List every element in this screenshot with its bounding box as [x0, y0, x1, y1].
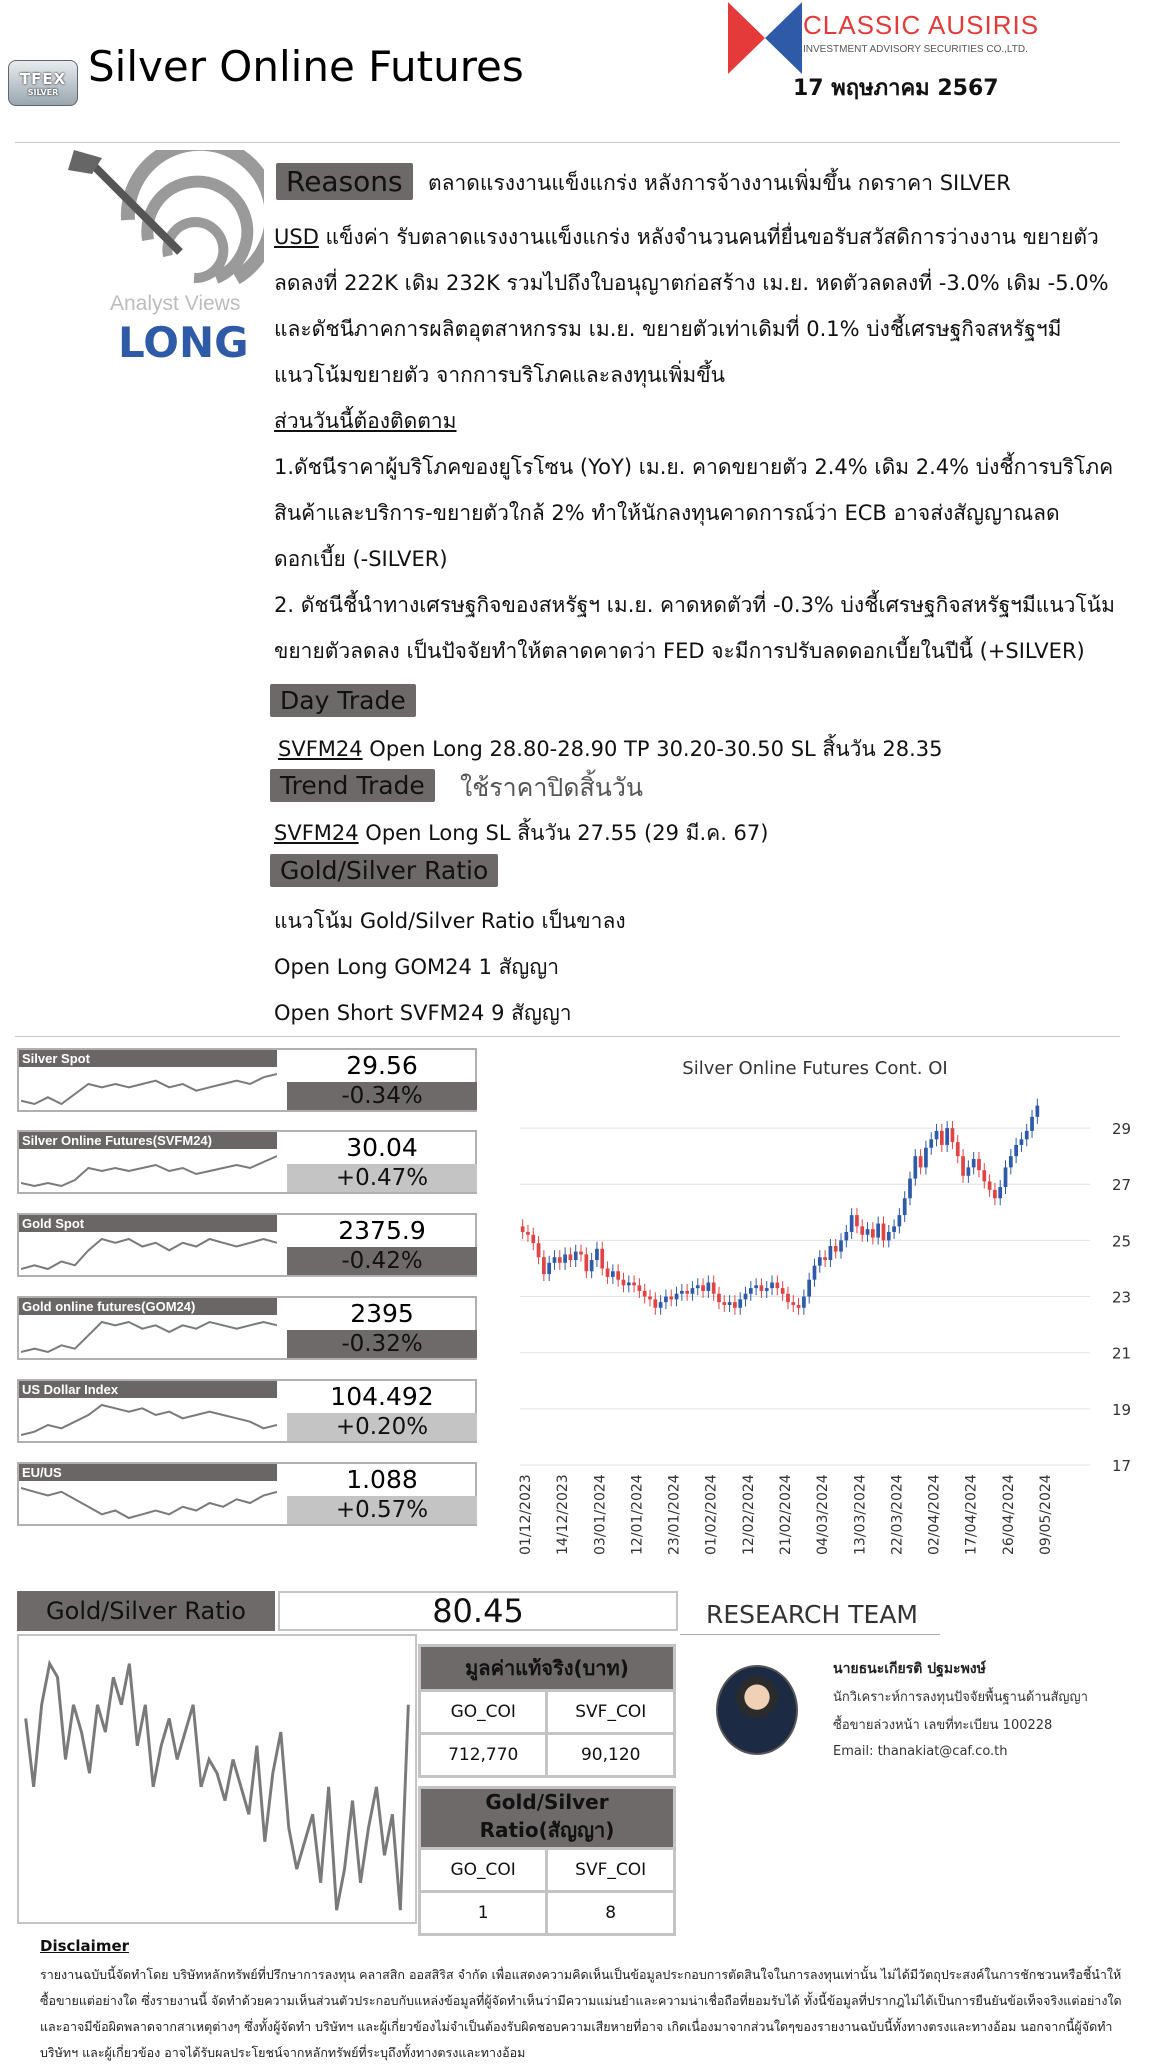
market-card-change: -0.32%	[287, 1330, 477, 1358]
reasons-line1-text: แข็งค่า รับตลาดแรงงานแข็งแกร่ง หลังจำนวนคนที่ยื่นขอรับสวัสดิการว่างงาน ขยายตัว	[318, 225, 1099, 249]
candle-body	[967, 1167, 971, 1175]
value-table-title: มูลค่าแท้จริง(บาท)	[420, 1646, 675, 1691]
candle-body	[834, 1246, 838, 1252]
market-card-name: EU/US	[19, 1464, 277, 1481]
reasons-tag: Reasons	[276, 163, 413, 200]
chart-ytick-label: 17	[1112, 1457, 1132, 1475]
market-card	[17, 1213, 477, 1277]
chart-xtick-label: 12/01/2024	[629, 1474, 646, 1555]
company-subtitle: INVESTMENT ADVISORY SECURITIES CO.,LTD.	[803, 44, 1028, 55]
candle-body	[622, 1280, 626, 1286]
market-card-sparkline	[21, 1399, 277, 1439]
candle-body	[977, 1159, 981, 1170]
candle-body	[993, 1190, 997, 1198]
market-card-change: +0.20%	[287, 1413, 477, 1441]
candle-body	[839, 1240, 843, 1251]
ratio-table-title: Gold/Silver Ratio(สัญญา)	[420, 1788, 675, 1849]
ratio-table-h2: SVF_COI	[547, 1849, 675, 1892]
candle-body	[707, 1283, 711, 1291]
candle-body	[887, 1232, 891, 1240]
chart-xtick-label: 26/04/2024	[1000, 1474, 1017, 1555]
report-date: 17 พฤษภาคม 2567	[793, 76, 999, 101]
chart-xtick-label: 02/04/2024	[926, 1474, 943, 1555]
candle-body	[1035, 1106, 1039, 1117]
day-trade-contract: SVFM24	[278, 737, 363, 761]
candle-body	[802, 1297, 806, 1308]
candle-body	[945, 1128, 949, 1145]
ratio-label: Gold/Silver Ratio	[17, 1591, 275, 1631]
chart-xtick-label: 14/12/2023	[555, 1474, 572, 1555]
candle-body	[898, 1215, 902, 1226]
tfex-logo	[8, 60, 78, 106]
classic-ausiris-logo-icon	[728, 2, 802, 74]
candle-body	[728, 1302, 732, 1305]
candle-body	[813, 1266, 817, 1280]
watch-title: ส่วนวันนี้ต้องติดตาม	[274, 409, 457, 433]
chart-xtick-label: 09/05/2024	[1038, 1474, 1054, 1555]
chart-xtick-label: 04/03/2024	[815, 1474, 832, 1555]
sparkline-path	[21, 1322, 277, 1352]
candle-body	[733, 1302, 737, 1308]
market-card-value: 29.56	[346, 1051, 418, 1080]
candle-body	[717, 1294, 721, 1302]
candle-body	[722, 1302, 726, 1305]
candle-body	[632, 1283, 636, 1286]
candle-body	[1020, 1139, 1024, 1145]
reasons-line3: และดัชนีภาคการผลิตอุตสาหกรรม เม.ย. ขยายตัวเท่าเดิมที่ 0.1% บ่งชี้เศรษฐกิจสหรัฐฯมี	[274, 317, 1062, 341]
candle-body	[850, 1215, 854, 1232]
chart-xtick-label: 17/04/2024	[963, 1474, 980, 1555]
candle-body	[659, 1302, 663, 1308]
ratio-table-v2: 8	[547, 1892, 675, 1935]
market-card-change: -0.42%	[287, 1247, 477, 1275]
ratio-table-h1: GO_COI	[420, 1849, 547, 1892]
candle-body	[935, 1131, 939, 1139]
candle-body	[738, 1299, 742, 1307]
candle-body	[521, 1226, 525, 1232]
market-card-value: 104.492	[330, 1382, 434, 1411]
reasons-line4: แนวโน้มขยายตัว จากการบริโภคและลงทุนเพิ่มขึ้น	[274, 363, 725, 387]
candle-body	[675, 1294, 679, 1300]
candle-body	[855, 1215, 859, 1226]
divider	[15, 142, 1120, 143]
candle-body	[537, 1243, 541, 1257]
analyst-email: Email: thanakiat@caf.co.th	[833, 1744, 1008, 1759]
chart-xtick-label: 21/02/2024	[778, 1474, 794, 1555]
candle-body	[590, 1260, 594, 1271]
candle-body	[775, 1283, 779, 1289]
day-trade-text: Open Long 28.80-28.90 TP 30.20-30.50 SL สิ้นวัน 28.35	[362, 737, 943, 761]
candle-body	[871, 1229, 875, 1237]
chart-xtick-label: 12/02/2024	[740, 1474, 757, 1555]
analyst-view-value: LONG	[118, 318, 249, 367]
market-card-sparkline	[21, 1150, 277, 1190]
sparkline-path	[21, 1156, 277, 1186]
target-dart-icon	[68, 150, 264, 300]
market-card-value: 1.088	[346, 1465, 418, 1494]
candle-body	[648, 1297, 652, 1300]
candle-body	[908, 1179, 912, 1199]
market-card	[17, 1462, 477, 1526]
chart-ytick-label: 21	[1112, 1344, 1132, 1363]
analyst-views-label: Analyst Views	[110, 292, 241, 315]
reasons-headline: ตลาดแรงงานแข็งแกร่ง หลังการจ้างงานเพิ่มขึ้น กดราคา SILVER	[428, 171, 1011, 195]
chart-ytick-label: 27	[1112, 1176, 1132, 1195]
candle-body	[526, 1232, 530, 1235]
market-card-change: -0.34%	[287, 1082, 477, 1110]
divider	[680, 1634, 940, 1635]
market-card-name: Silver Spot	[19, 1050, 277, 1067]
candle-body	[860, 1226, 864, 1234]
candle-body	[547, 1263, 551, 1274]
silver-futures-chart	[490, 1045, 1140, 1575]
market-card-sparkline	[21, 1316, 277, 1356]
value-table-v2: 90,120	[547, 1734, 675, 1777]
candle-body	[972, 1159, 976, 1167]
market-card-name: US Dollar Index	[19, 1381, 277, 1398]
candle-body	[579, 1252, 583, 1255]
analyst-role: นักวิเคราะห์การลงทุนปัจจัยพื้นฐานด้านสัญญา	[833, 1690, 1088, 1705]
day-trade-tag: Day Trade	[270, 684, 416, 717]
candle-body	[595, 1249, 599, 1260]
market-card-name: Gold Spot	[19, 1215, 277, 1232]
ratio-chart	[17, 1634, 417, 1924]
candle-body	[924, 1148, 928, 1168]
candle-body	[940, 1131, 944, 1145]
tfex-logo-sub: SILVER	[27, 87, 59, 97]
candle-body	[1030, 1117, 1034, 1131]
reasons-line2: ลดลงที่ 222K เดิม 232K รวมไปถึงใบอนุญาตก่อสร้าง เม.ย. หดตัวลดลงที่ -3.0% เดิม -5.0%	[274, 271, 1109, 295]
company-name: CLASSIC AUSIRIS	[803, 10, 1040, 40]
day-trade-line	[278, 726, 943, 772]
market-card-sparkline	[21, 1233, 277, 1273]
market-card-sparkline	[21, 1068, 277, 1108]
market-card	[17, 1379, 477, 1443]
candle-body	[542, 1257, 546, 1274]
watch-item1-line3: ดอกเบี้ย (-SILVER)	[274, 547, 448, 571]
candle-body	[696, 1285, 700, 1288]
watch-item1-line1: 1.ดัชนีราคาผู้บริโภคของยูโรโซน (YoY) เม.ย. คาดขยายตัว 2.4% เดิม 2.4% บ่งชี้การบริโภค	[274, 455, 1114, 479]
candle-body	[1025, 1131, 1029, 1139]
value-table-h1: GO_COI	[420, 1691, 547, 1734]
candle-body	[770, 1283, 774, 1289]
trend-trade-tag: Trend Trade	[270, 769, 435, 802]
reasons-line1	[274, 214, 1099, 260]
candle-body	[786, 1294, 790, 1302]
sparkline-path	[21, 1074, 277, 1104]
candle-body	[558, 1257, 562, 1263]
candle-body	[882, 1224, 886, 1241]
market-card-name: Gold online futures(GOM24)	[19, 1298, 277, 1315]
chart-ytick-label: 25	[1112, 1232, 1132, 1251]
candle-body	[929, 1139, 933, 1147]
research-team-title: RESEARCH TEAM	[706, 1600, 918, 1629]
ratio-value: 80.45	[278, 1591, 678, 1631]
candle-body	[669, 1297, 673, 1300]
candle-body	[961, 1156, 965, 1176]
market-card-sparkline	[21, 1482, 277, 1522]
candle-body	[956, 1142, 960, 1156]
candle-body	[797, 1305, 801, 1308]
candle-body	[616, 1271, 620, 1279]
page-title: Silver Online Futures	[88, 42, 524, 91]
candle-body	[1014, 1145, 1018, 1156]
market-card-value: 30.04	[346, 1133, 418, 1162]
candle-body	[638, 1285, 642, 1291]
market-card	[17, 1048, 477, 1112]
candle-body	[643, 1291, 647, 1297]
candle-body	[553, 1257, 557, 1263]
tfex-logo-text: TFEX	[19, 69, 67, 88]
candle-body	[892, 1226, 896, 1232]
candle-body	[982, 1170, 986, 1181]
candle-body	[574, 1252, 578, 1260]
gs-ratio-tag: Gold/Silver Ratio	[270, 854, 498, 887]
value-table-v1: 712,770	[420, 1734, 547, 1777]
market-card-change: +0.47%	[287, 1164, 477, 1192]
market-card-name: Silver Online Futures(SVFM24)	[19, 1132, 277, 1149]
chart-ytick-label: 23	[1112, 1288, 1132, 1307]
market-card-value: 2395	[350, 1299, 414, 1328]
trend-trade-note: ใช้ราคาปิดสิ้นวัน	[460, 773, 643, 802]
market-card	[17, 1296, 477, 1360]
chart-xtick-label: 13/03/2024	[852, 1474, 869, 1555]
gs-ratio-line1: แนวโน้ม Gold/Silver Ratio เป็นขาลง	[274, 909, 626, 933]
trend-trade-line	[274, 810, 768, 856]
candle-body	[988, 1181, 992, 1189]
candle-body	[876, 1224, 880, 1238]
chart-title: Silver Online Futures Cont. OI	[682, 1058, 948, 1079]
candle-body	[1004, 1167, 1008, 1187]
market-card	[17, 1130, 477, 1194]
ratio-line	[26, 1664, 409, 1911]
candle-body	[606, 1268, 610, 1276]
chart-xtick-label: 01/02/2024	[703, 1474, 720, 1555]
value-table	[418, 1644, 676, 1778]
candle-body	[844, 1232, 848, 1240]
market-card-change: +0.57%	[287, 1496, 477, 1524]
candle-body	[569, 1254, 573, 1260]
candle-body	[563, 1254, 567, 1262]
chart-ytick-label: 29	[1112, 1120, 1132, 1139]
candle-body	[913, 1156, 917, 1178]
candle-body	[685, 1291, 689, 1294]
gs-ratio-line3: Open Short SVFM24 9 สัญญา	[274, 1001, 572, 1025]
candle-body	[818, 1257, 822, 1265]
candle-body	[691, 1288, 695, 1294]
market-card-value: 2375.9	[338, 1216, 426, 1245]
candle-body	[600, 1249, 604, 1269]
value-table-h2: SVF_COI	[547, 1691, 675, 1734]
candle-body	[653, 1299, 657, 1307]
disclaimer-title: Disclaimer	[40, 1937, 130, 1955]
candle-body	[744, 1294, 748, 1300]
watch-item2-line2: ขยายตัวลดลง เป็นปัจจัยทำให้ตลาดคาดว่า FED จะมีการปรับลดดอกเบี้ยในปีนี้ (+SILVER)	[274, 639, 1085, 663]
ratio-contract-table	[418, 1786, 676, 1936]
chart-xtick-label: 01/12/2023	[518, 1474, 534, 1555]
chart-ytick-label: 19	[1112, 1400, 1132, 1419]
candle-body	[866, 1229, 870, 1235]
candle-body	[680, 1291, 684, 1294]
candle-body	[712, 1283, 716, 1294]
candle-body	[781, 1288, 785, 1294]
analyst-license: ซื้อขายล่วงหน้า เลขที่ทะเบียน 100228	[833, 1718, 1053, 1733]
sparkline-path	[21, 1488, 277, 1518]
candle-body	[749, 1288, 753, 1294]
candle-body	[664, 1297, 668, 1303]
candle-body	[611, 1271, 615, 1277]
candle-body	[998, 1187, 1002, 1198]
analyst-name: นายธนะเกียรติ ปฐมะพงษ์	[833, 1661, 986, 1677]
candle-body	[627, 1283, 631, 1286]
watch-item1-line2: สินค้าและบริการ-ขยายตัวใกล้ 2% ทำให้นักลงทุนคาดการณ์ว่า ECB อาจส่งสัญญาณลด	[274, 501, 1060, 525]
gs-ratio-line2: Open Long GOM24 1 สัญญา	[274, 955, 560, 979]
candle-body	[765, 1288, 769, 1291]
chart-xtick-label: 03/01/2024	[592, 1474, 609, 1555]
candle-body	[754, 1285, 758, 1288]
divider	[15, 1036, 1120, 1037]
candle-body	[807, 1280, 811, 1297]
ratio-table-v1: 1	[420, 1892, 547, 1935]
candle-body	[829, 1246, 833, 1260]
candle-body	[584, 1254, 588, 1271]
trend-trade-text: Open Long SL สิ้นวัน 27.55 (29 มี.ค. 67)	[358, 821, 769, 845]
candle-body	[760, 1285, 764, 1291]
chart-xtick-label: 22/03/2024	[889, 1474, 906, 1555]
sparkline-path	[21, 1405, 277, 1435]
candle-body	[823, 1257, 827, 1260]
candle-body	[701, 1285, 705, 1291]
watch-item2-line1: 2. ดัชนีชี้นำทางเศรษฐกิจของสหรัฐฯ เม.ย. คาดหดตัวที่ -0.3% บ่งชี้เศรษฐกิจสหรัฐฯมีแนวโน้ม	[274, 593, 1115, 617]
chart-xtick-label: 23/01/2024	[666, 1474, 683, 1555]
sparkline-path	[21, 1239, 277, 1269]
candle-body	[903, 1198, 907, 1215]
analyst-avatar	[716, 1665, 798, 1755]
candle-body	[791, 1302, 795, 1305]
candle-body	[531, 1235, 535, 1243]
disclaimer-text: รายงานฉบับนี้จัดทำโดย บริษัทหลักทรัพย์ที่ปรึกษาการลงทุน คลาสสิก ออสสิริส จำกัด เพื่อแสดงความคิดเห็นเป็นข้อมูลประกอบการตัดสินใจในการลงทุนเท่านั้น ไม่ได้มีวัตถุประสงค์ในการชักชวนหรือชี้นำให้ซื้อขายแต่อย่างใด ซึ่งรายงานนี้ จัดทำด้วยความเห็นส่วนตัวประกอบกับแหล่งข้อมูลที่ผู้จัดทำเห็นว่ามีความแม่นยำและความน่าเชื่อถือที่ยอมรับได้ ทั้งนี้ข้อมูลที่ปรากฎไม่ได้เป็นการยืนยันข้อเท็จจริงแต่อย่างใดและอาจมีข้อผิดพลาดจากสาเหตุต่างๆ ซึ่งทั้งผู้จัดทำ บริษัทฯ และผู้เกี่ยวข้องไม่จำเป็นต้องรับผิดชอบความเสียหายที่อาจ เกิดเนื่องมาจากส่วนใดๆของรายงานฉบับนี้ทั้งทางตรงและทางอ้อม นอกจากนี้ผู้จัดทำ บริษัทฯ และผู้เกี่ยวข้อง อาจได้รับผลประโยชน์จากหลักทรัพย์ที่ระบุถึงทั้งทางตรงและทางอ้อม	[40, 1967, 1122, 2060]
candle-body	[919, 1156, 923, 1167]
trend-trade-contract: SVFM24	[274, 821, 359, 845]
usd-link: USD	[274, 225, 319, 249]
candle-body	[951, 1128, 955, 1142]
candle-body	[1009, 1156, 1013, 1167]
